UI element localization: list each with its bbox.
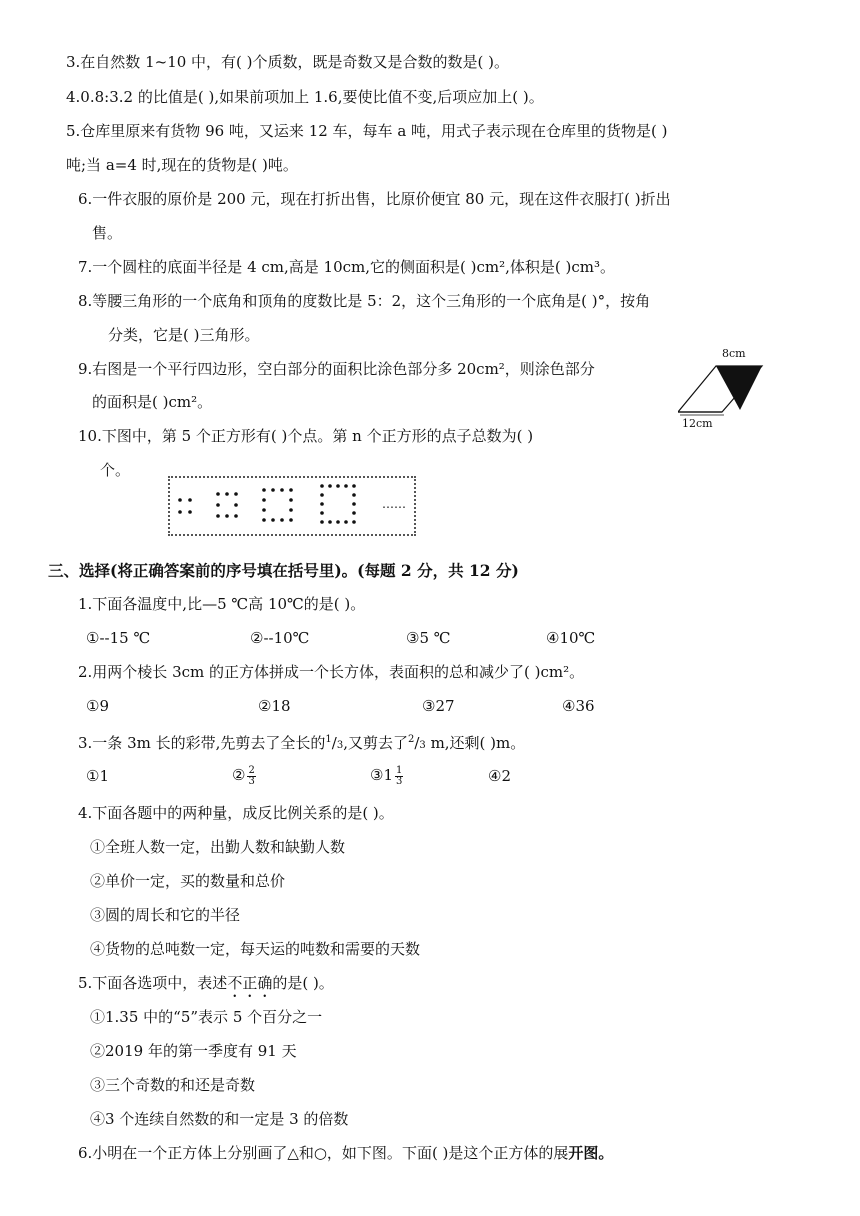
mc-q3-frac2-den: 3 [419,740,426,751]
mc-q5-option-3: ③三个奇数的和还是奇数 [90,1076,256,1094]
mc-question-6 [78,1143,613,1163]
mc-question-1: 1.下面各温度中,比—5 ℃高 10℃的是( )。 [78,595,366,613]
label-8cm: 8cm [722,347,746,360]
mc-q5-option-2: ②2019 年的第一季度有 91 天 [90,1042,297,1060]
question-7: 7.一个圆柱的底面半径是 4 cm,高是 10cm,它的侧面积是( )cm²,体积是( )cm³。 [78,258,616,276]
dot-squares-diagram [170,478,414,534]
mc-q2-option-1: ①9 [86,697,109,715]
mc-q6-stem-bold: 开图。 [568,1144,614,1162]
mc-q2-option-4: ④36 [562,697,595,715]
mc-q3-stem-mid: ,又剪去了 [343,734,408,752]
mc-q4-option-2: ②单价一定，买的数量和总价 [90,872,286,890]
mc-q2-option-2: ②18 [258,697,291,715]
mc-q3-stem-start: 3.一条 3m 长的彩带,先剪去了全长的 [78,734,326,752]
mc-q3-option-3-fraction [395,766,403,787]
label-12cm: 12cm [682,417,713,430]
question-3: 3.在自然数 1~10 中，有( )个质数，既是奇数又是合数的数是( )。 [66,53,509,71]
mc-question-5 [78,973,334,1001]
mc-q4-option-1: ①全班人数一定，出勤人数和缺勤人数 [90,838,346,856]
question-8-line-1: 8.等腰三角形的一个底角和顶角的度数比是 5：2，这个三角形的一个底角是( )°，按角 [78,292,651,310]
question-9-line-1: 9.右图是一个平行四边形，空白部分的面积比涂色部分多 20cm²，则涂色部分 [78,360,595,378]
mc-q3-option-3 [370,760,405,790]
mc-q4-option-4: ④货物的总吨数一定，每天运的吨数和需要的天数 [90,940,421,958]
mc-q5-stem-start: 5.下面各选项中，表述 [78,974,228,992]
question-5-line-1: 5.仓库里原来有货物 96 吨，又运来 12 车，每车 a 吨，用式子表示现在仓库里的货物是( ) [66,122,668,140]
mc-question-4: 4.下面各题中的两种量，成反比例关系的是( )。 [78,804,394,822]
mc-q5-stem-end: 的是( )。 [272,974,334,992]
question-10-line-1: 10.下图中，第 5 个正方形有( )个点。第 n 个正方形的点子总数为( ) [78,427,534,445]
mc-question-2: 2.用两个棱长 3cm 的正方体拼成一个长方体，表面积的总和减少了( )cm²。 [78,663,585,681]
fraction-denominator: 3 [396,775,403,787]
question-5-line-2: 吨;当 a=4 时,现在的货物是( )吨。 [66,156,298,174]
mc-q3-option-3-label: ③1 [370,766,393,784]
mc-q2-option-3: ③27 [422,697,455,715]
mc-q1-option-1: ①--15 ℃ [86,629,151,647]
mc-q3-option-4: ④2 [488,767,511,785]
mc-q5-option-1: ①1.35 中的“5”表示 5 个百分之一 [90,1008,323,1026]
mc-q4-option-3: ③圆的周长和它的半径 [90,906,241,924]
mc-q5-option-4: ④3 个连续自然数的和一定是 3 的倍数 [90,1110,349,1128]
mc-q3-frac1-num: 1 [325,734,332,745]
mc-q3-option-2 [232,760,258,790]
fraction-numerator: 2 [248,764,255,776]
question-8-line-2: 分类，它是( )三角形。 [108,326,260,344]
dot-pattern-ellipsis: …… [382,497,406,511]
fraction-numerator: 1 [396,764,403,776]
question-6-line-2: 售。 [92,224,123,242]
mc-q3-option-2-fraction [247,766,255,787]
mc-q1-option-3: ③5 ℃ [406,629,451,647]
mc-q3-stem-end: m,还剩( )m。 [425,734,526,752]
mc-q3-frac1-den: 3 [336,740,344,751]
fraction-denominator: 3 [248,775,255,787]
question-6-line-1: 6.一件衣服的原价是 200 元，现在打折出售，比原价便宜 80 元，现在这件衣服打( )折出 [78,190,671,208]
question-10-line-2: 个。 [100,461,131,479]
mc-q3-option-2-label: ② [232,766,246,784]
question-9-line-2: 的面积是( )cm²。 [92,393,213,411]
mc-q6-stem: 6.小明在一个正方体上分别画了△和○，如下图。下面( )是这个正方体的展 [78,1144,569,1162]
mc-q3-option-1: ①1 [86,767,109,785]
section-3-title: 三、选择(将正确答案前的序号填在括号里)。(每题 2 分，共 12 分) [48,561,519,580]
mc-q1-option-4: ④10℃ [546,629,596,647]
parallelogram-figure [678,347,774,430]
mc-q3-frac2-num: 2 [407,734,415,745]
mc-q5-emphasis: 不正确 [227,974,273,992]
dot-squares-figure [168,476,416,536]
question-4: 4.0.8:3.2 的比值是( ),如果前项加上 1.6,要使比值不变,后项应加上( )。 [66,88,544,106]
mc-q1-option-2: ②--10℃ [250,629,310,647]
mc-question-3: 3.一条 3m 长的彩带,先剪去了全长的$^1$/3,又剪去了$^2$/3 m,还剩( )m。 [78,734,526,752]
